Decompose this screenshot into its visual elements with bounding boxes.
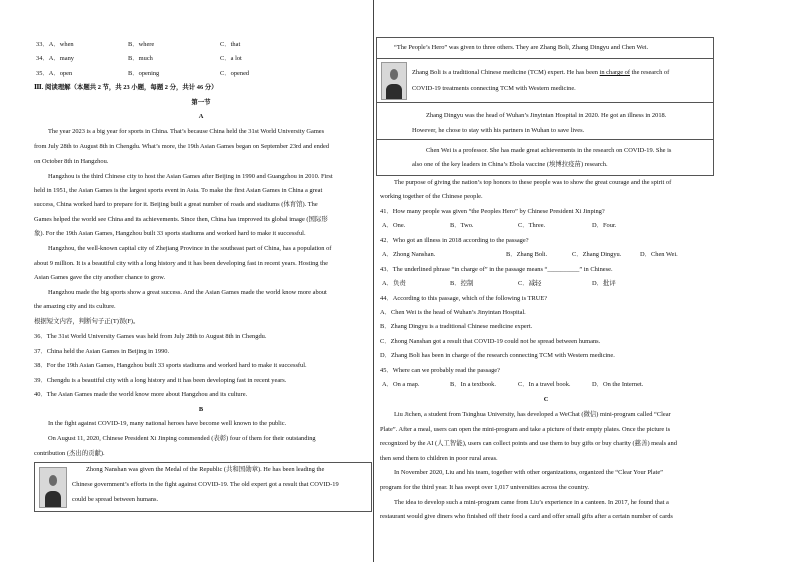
heroes-intro: “The People’s Hero” was given to three others. They are Zhang Boli, Zhang Dingyu and Chen Wei. [394,44,649,51]
passage-a-line: Games helped the world see China and its achievements. Since then, China has improved its global image (国际形 [34,216,328,223]
section-heading: Ⅲ. 阅读理解（本题共 2 节，共 23 小题，每题 2 分，共计 46 分） [34,84,218,91]
passage-a-line: from July 28th to August 8th in Chengdu. What’s more, the 19th Asian Games began on September 23rd and ended [34,143,330,150]
passage-c-line: Liu Jichen, a student from Tsinghua University, has developed a WeChat (微信) mini-program called “Clear [394,411,671,418]
tf-instruction: 根据短文内容，判断句子正(T)误(F)。 [34,318,140,325]
question-42: 42．Who got an illness in 2018 according to the passage? [380,237,529,244]
passage-c-line: restaurant would give diners who finished off their food a card and offer small gifts after a certain number of cards [380,513,673,520]
passage-b-line: contribution (杰出的贡献). [34,450,105,457]
zhong-nanshan-photo [39,467,67,508]
tf-item-37: 37．China held the Asian Games in Beijing in 1990. [34,348,170,355]
option-44a: A．Chen Wei is the head of Wuhan’s Jinyintan Hospital. [380,309,526,316]
question-45: 45．Where can we probably read the passage? [380,367,500,374]
zhang-boli-photo [381,62,407,100]
passage-a-line: Asian Games gave the city another chance to grow. [34,274,166,281]
passage-c-line: program for the third year. It has swept over 1,017 universities across the country. [380,484,589,491]
question-41: 41．How many people was given “the Peoples Hero” by Chinese President Xi Jinping? [380,208,605,215]
passage-a-line: Hangzhou is the third Chinese city to host the Asian Games after Beijing in 1990 and Guangzhou in 2010. First [48,173,333,180]
passage-a-line: the amazing city and its culture. [34,303,116,310]
chen-wei-line: Chen Wei is a professor. She has made great achievements in the research on COVID-19. She is [426,147,672,154]
tf-item-39: 39．Chengdu is a beautiful city with a long history and it has been developing fast in recent years. [34,377,287,384]
zhang-boli-line-1: Zhang Boli is a traditional Chinese medicine (TCM) expert. He has been in charge of the research of [412,69,670,76]
option-44b: B．Zhang Dingyu is a traditional Chinese medicine expert. [380,323,533,330]
tf-item-40: 40．The Asian Games made the world know more about Hangzhou and its culture. [34,391,248,398]
zhang-boli-line: COVID-19 treatments connecting TCM with Western medicine. [412,85,576,92]
tf-item-36: 36．The 31st World University Games was held from July 28th to August 8th in Chengdu. [34,333,267,340]
question-43: 43．The underlined phrase “in charge of” in the passage means “__________” in Chinese. [380,266,613,273]
zhang-dingyu-line: However, he chose to stay with his partners in Wuhan to save lives. [412,127,585,134]
passage-c-line: In November 2020, Liu and his team, together with other organizations, organized the “Clear Your Plate” [394,469,663,476]
column-divider [373,0,374,562]
passage-a-line: held in 1951, the Asian Games is the largest sports event in Asia. To make the first Asian Games in China a great [34,187,323,194]
purpose-line: The purpose of giving the nation’s top honors to these people was to show the great courage and the spirit of [394,179,672,186]
zhang-dingyu-line: Zhang Dingyu was the head of Wuhan’s Jinyintan Hospital in 2020. He got an illness in 2018. [426,112,667,119]
passage-c-line: then send them to children in poor rural areas. [380,455,498,462]
passage-c-line: Plate”. After a meal, users can open the mini-program and take a picture of their empty plates. Once the picture is [380,426,671,433]
passage-b-line: On August 11, 2020, Chinese President Xi Jinping commended (表彰) four of them for their outstanding [48,435,316,442]
passage-a-line: about 9 million. It is a beautiful city with a long history and it has been developing fast in recent years. Hosting the [34,260,328,267]
part-label: 第一节 [191,99,211,106]
passage-b-label: B [198,406,204,413]
passage-a-line: Hangzhou, the well-known capital city of Zhejiang Province in the southeast part of China, has a population of [48,245,332,252]
passage-b-line: In the fight against COVID-19, many national heroes have become well known to the public. [48,420,287,427]
passage-a-line: success, China worked hard to prepare for it. Beijing built a great number of roads and stadiums (体育馆). The [34,201,318,208]
zhong-box-line: could be spread between humans. [72,496,159,503]
passage-c-line: The idea to develop such a mini-program came from Liu’s experience in a canteen. In 2017, he found that a [394,499,669,506]
zhong-box-line: Chinese government’s efforts in the fight against COVID-19. The old expert got a result that COVID-19 [72,481,339,488]
heroes-box [376,37,714,176]
passage-a-line: on October 8th in Hangzhou. [34,158,109,165]
passage-a-line: Hangzhou made the big sports show a great success. And the Asian Games made the world know more about [48,289,327,296]
passage-c-label: C [543,396,549,403]
purpose-line: working together of the Chinese people. [380,193,483,200]
option-44c: C．Zhong Nanshan got a result that COVID-19 could not be spread between humans. [380,338,601,345]
option-44d: D．Zhang Boli has been in charge of the research connecting TCM with Western medicine. [380,352,615,359]
question-44: 44．According to this passage, which of the following is TRUE? [380,295,548,302]
passage-a-label: A [198,113,204,120]
tf-item-38: 38．For the 19th Asian Games, Hangzhou built 33 sports stadiums and worked hard to make it successful. [34,362,307,369]
passage-a-line: The year 2023 is a big year for sports in China. That’s because China held the 31st World University Games [48,128,325,135]
passage-c-line: recognized by the AI (人工智能), users can collect points and use them to buy gifts or buy charity (慈善) meals and [380,440,677,447]
chen-wei-line: also one of the key leaders in China’s Ebola vaccine (埃博拉疫苗) research. [412,161,608,168]
zhong-box-line: Zhong Nanshan was given the Medal of the Republic (共和国勋章). He has been leading the [86,466,325,473]
passage-a-line: 象). For the 19th Asian Games, Hangzhou built 33 sports stadiums and worked hard to make it successful. [34,230,306,237]
